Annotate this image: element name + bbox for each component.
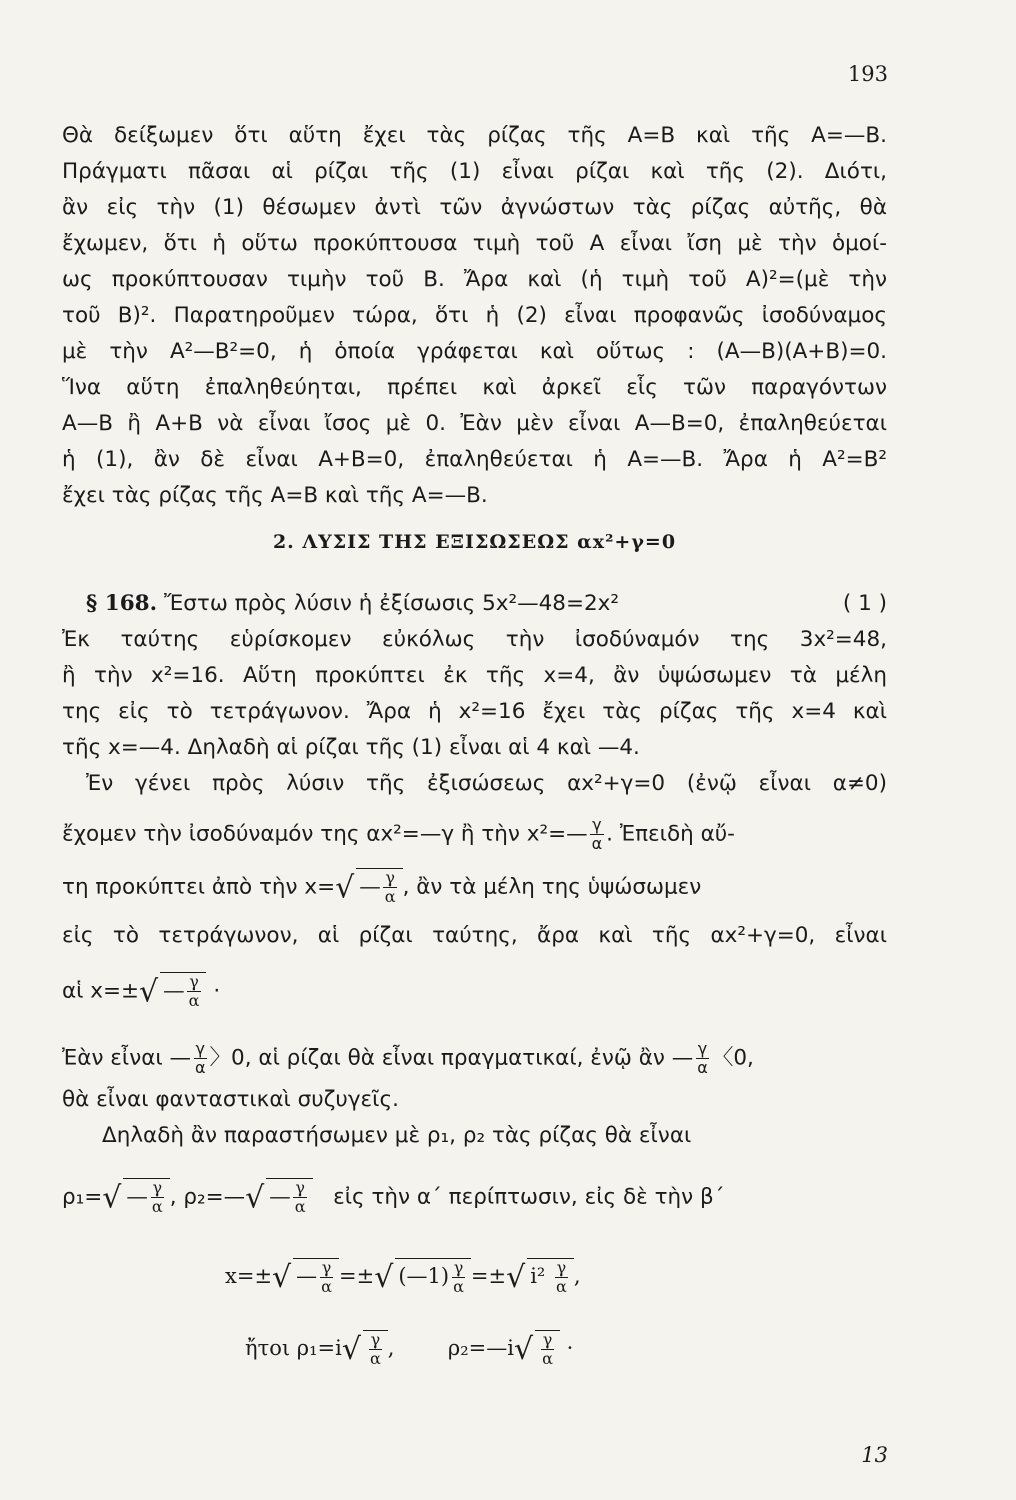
denominator: α bbox=[321, 1277, 332, 1296]
numerator: γ bbox=[697, 1039, 708, 1058]
radicand bbox=[123, 1178, 169, 1216]
radical-sign: √ bbox=[513, 1332, 534, 1367]
fraction bbox=[193, 1040, 208, 1077]
radical-sign: √ bbox=[272, 1260, 292, 1295]
i-squared: i² bbox=[530, 1264, 546, 1288]
fraction bbox=[150, 1179, 165, 1216]
minus-sign: — bbox=[126, 1184, 148, 1210]
radicand bbox=[293, 1258, 339, 1296]
math-text: =± bbox=[470, 1264, 507, 1288]
denominator: α bbox=[294, 1197, 306, 1216]
radical-sign: √ bbox=[139, 974, 159, 1010]
radicand bbox=[363, 1330, 388, 1368]
text-line: θὰ εἶναι φανταστικαὶ συζυγεῖς. bbox=[62, 1087, 399, 1112]
denominator: α bbox=[369, 1349, 381, 1368]
fraction bbox=[554, 1259, 569, 1296]
numerator: γ bbox=[370, 1330, 381, 1349]
text-line: μὲ τὴν Α²—Β²=0, ἡ ὁποία γράφεται καὶ οὕτως : (Α—Β)(Α+Β)=0. bbox=[62, 339, 887, 364]
denominator: α bbox=[697, 1058, 708, 1077]
equation-label: ( 1 ) bbox=[842, 591, 887, 616]
math-text: =± bbox=[338, 1264, 375, 1288]
radicand bbox=[395, 1258, 471, 1296]
radicand bbox=[266, 1178, 312, 1216]
math-text: . Ἐπειδὴ αὔ- bbox=[606, 821, 735, 847]
radical-sign: √ bbox=[335, 870, 355, 906]
math-text: ρ₁= bbox=[62, 1184, 103, 1210]
text-line: Πράγματι πᾶσαι αἱ ρίζαι τῆς (1) εἶναι ρίζαι καὶ τῆς (2). Διότι, bbox=[62, 159, 887, 184]
math-text: , ἂν τὰ μέλη της ὑψώσωμεν bbox=[402, 874, 702, 900]
math-line-h bbox=[62, 1178, 887, 1216]
text-line: ἔχει τὰς ρίζας τῆς Α=Β καὶ τῆς Α=—Β. bbox=[62, 483, 488, 508]
denominator: α bbox=[542, 1349, 553, 1368]
denominator: α bbox=[195, 1058, 206, 1077]
section-heading: 2. ΛΥΣΙΣ ΤΗΣ ΕΞΙΣΩΣΕΩΣ αx²+γ=0 bbox=[272, 531, 677, 553]
math-text: τη προκύπτει ἀπὸ τὴν x= bbox=[62, 874, 336, 900]
dot: · bbox=[213, 978, 221, 1004]
math-line-j bbox=[245, 1330, 573, 1368]
fraction bbox=[590, 816, 605, 853]
math-text: ἤτοι ρ₁=i bbox=[245, 1336, 342, 1360]
text-line: τῆς x=—4. Δηλαδὴ αἱ ρίζαι τῆς (1) εἶναι αἱ 4 καὶ —4. bbox=[62, 735, 640, 760]
math-line-e bbox=[62, 1040, 887, 1077]
text-line: Θὰ δείξωμεν ὅτι αὕτη ἔχει τὰς ρίζας τῆς Α=Β καὶ τῆς Α=—Β. bbox=[62, 123, 887, 148]
text-line: Ἵνα αὕτη ἐπαληθεύηται, πρέπει καὶ ἀρκεῖ εἷς τῶν παραγόντων bbox=[62, 375, 887, 400]
math-text: x=± bbox=[225, 1264, 273, 1288]
minus-one: (—1) bbox=[398, 1264, 450, 1288]
comma: , bbox=[573, 1264, 581, 1288]
denominator: α bbox=[453, 1277, 464, 1296]
footer-signature: 13 bbox=[861, 1443, 888, 1467]
text-line: ως προκύπτουσαν τιμὴν τοῦ Β. Ἄρα καὶ (ἡ τιμὴ τοῦ Α)²=(μὲ τὴν bbox=[62, 267, 887, 292]
numerator: γ bbox=[453, 1258, 464, 1277]
radical-sign: √ bbox=[341, 1332, 361, 1367]
numerator: γ bbox=[321, 1258, 332, 1277]
math-line-a bbox=[62, 816, 887, 853]
numerator: γ bbox=[195, 1039, 205, 1058]
denominator: α bbox=[384, 887, 396, 906]
denominator: α bbox=[151, 1197, 163, 1216]
text-line: ἡ (1), ἂν δὲ εἶναι Α+Β=0, ἐπαληθεύεται ἡ Α=—Β. Ἄρα ἡ Α²=Β² bbox=[62, 447, 887, 472]
numerator: γ bbox=[592, 815, 602, 834]
numerator: γ bbox=[542, 1330, 553, 1349]
text-line: ἂν εἰς τὴν (1) θέσωμεν ἀντὶ τῶν ἀγνώστων τὰς ρίζας αὐτῆς, θὰ bbox=[62, 195, 887, 220]
radical-sign: √ bbox=[102, 1180, 122, 1216]
text-line: τοῦ Β)². Παρατηροῦμεν τώρα, ὅτι ἡ (2) εἶναι προφανῶς ἰσοδύναμος bbox=[62, 303, 887, 328]
dot: · bbox=[566, 1336, 574, 1360]
fraction bbox=[187, 973, 202, 1010]
minus-sign: — bbox=[296, 1264, 318, 1288]
section-text: Ἔστω πρὸς λύσιν ἡ ἐξίσωσις 5x²—48=2x² bbox=[163, 591, 620, 616]
fraction bbox=[451, 1259, 466, 1296]
numerator: γ bbox=[556, 1258, 567, 1277]
section-number: § 168. bbox=[86, 591, 158, 616]
radical-sign: √ bbox=[374, 1260, 394, 1295]
radicand bbox=[535, 1330, 560, 1368]
math-text: εἰς τὴν α΄ περίπτωσιν, εἰς δὲ τὴν β΄ bbox=[333, 1184, 725, 1210]
numerator: γ bbox=[189, 972, 199, 991]
text-line: ἢ τὴν x²=16. Αὕτη προκύπτει ἐκ τῆς x=4, ἂν ὑψώσωμεν τὰ μέλη bbox=[62, 663, 887, 688]
minus-sign: — bbox=[163, 978, 185, 1004]
text-line: Α—Β ἢ Α+Β νὰ εἶναι ἴσος μὲ 0. Ἐὰν μὲν εἶναι Α—Β=0, ἐπαληθεύεται bbox=[62, 411, 887, 436]
math-line-b bbox=[62, 868, 887, 906]
text-line: ἔχωμεν, ὅτι ἡ οὕτω προκύπτουσα τιμὴ τοῦ Α εἶναι ἴση μὲ τὴν ὁμοί- bbox=[62, 231, 887, 256]
math-text: ἔχομεν τὴν ἰσοδύναμόν της αx²=—γ ἢ τὴν x²=— bbox=[62, 821, 588, 847]
radical-sign: √ bbox=[245, 1180, 265, 1216]
math-line-i bbox=[225, 1258, 581, 1296]
math-text: Ἐὰν εἶναι — bbox=[62, 1045, 191, 1071]
fraction bbox=[319, 1259, 334, 1296]
numerator: γ bbox=[295, 1178, 305, 1197]
math-text: 〈0, bbox=[711, 1045, 754, 1071]
radicand bbox=[356, 868, 402, 906]
radicand bbox=[160, 972, 206, 1010]
math-text: αἱ x=± bbox=[62, 978, 140, 1004]
section-first-line bbox=[62, 590, 887, 618]
text-line: Ἐν γένει πρὸς λύσιν τῆς ἐξισώσεως αx²+γ=0 (ἐνῷ εἶναι α≠0) bbox=[86, 771, 887, 796]
fraction bbox=[383, 869, 398, 906]
radicand bbox=[527, 1258, 574, 1296]
page-number: 193 bbox=[847, 62, 888, 86]
text-line: της εἰς τὸ τετράγωνον. Ἄρα ἡ x²=16 ἔχει τὰς ρίζας τῆς x=4 καὶ bbox=[62, 699, 887, 724]
fraction bbox=[368, 1331, 383, 1368]
denominator: α bbox=[556, 1277, 567, 1296]
numerator: γ bbox=[385, 868, 395, 887]
math-text: 〉0, αἱ ρίζαι θὰ εἶναι πραγματικαί, ἐνῷ ἂν — bbox=[209, 1045, 694, 1071]
math-text: , ρ₂=— bbox=[169, 1184, 246, 1210]
fraction bbox=[293, 1179, 308, 1216]
radical-sign: √ bbox=[506, 1260, 526, 1295]
fraction bbox=[695, 1040, 710, 1077]
text-line: Δηλαδὴ ἂν παραστήσωμεν μὲ ρ₁, ρ₂ τὰς ρίζας θὰ εἶναι bbox=[102, 1123, 692, 1148]
math-line-d bbox=[62, 972, 887, 1010]
math-text: ρ₂=—i bbox=[447, 1336, 514, 1360]
numerator: γ bbox=[152, 1178, 163, 1197]
text-line: Ἐκ ταύτης εὑρίσκομεν εὐκόλως τὴν ἰσοδύναμόν της 3x²=48, bbox=[62, 627, 887, 652]
text-line: εἰς τὸ τετράγωνον, αἱ ρίζαι ταύτης, ἄρα καὶ τῆς αx²+γ=0, εἶναι bbox=[62, 923, 887, 948]
comma: , bbox=[387, 1336, 395, 1360]
minus-sign: — bbox=[359, 874, 381, 900]
fraction bbox=[540, 1331, 555, 1368]
minus-sign: — bbox=[269, 1184, 291, 1210]
denominator: α bbox=[591, 834, 603, 853]
denominator: α bbox=[188, 991, 200, 1010]
